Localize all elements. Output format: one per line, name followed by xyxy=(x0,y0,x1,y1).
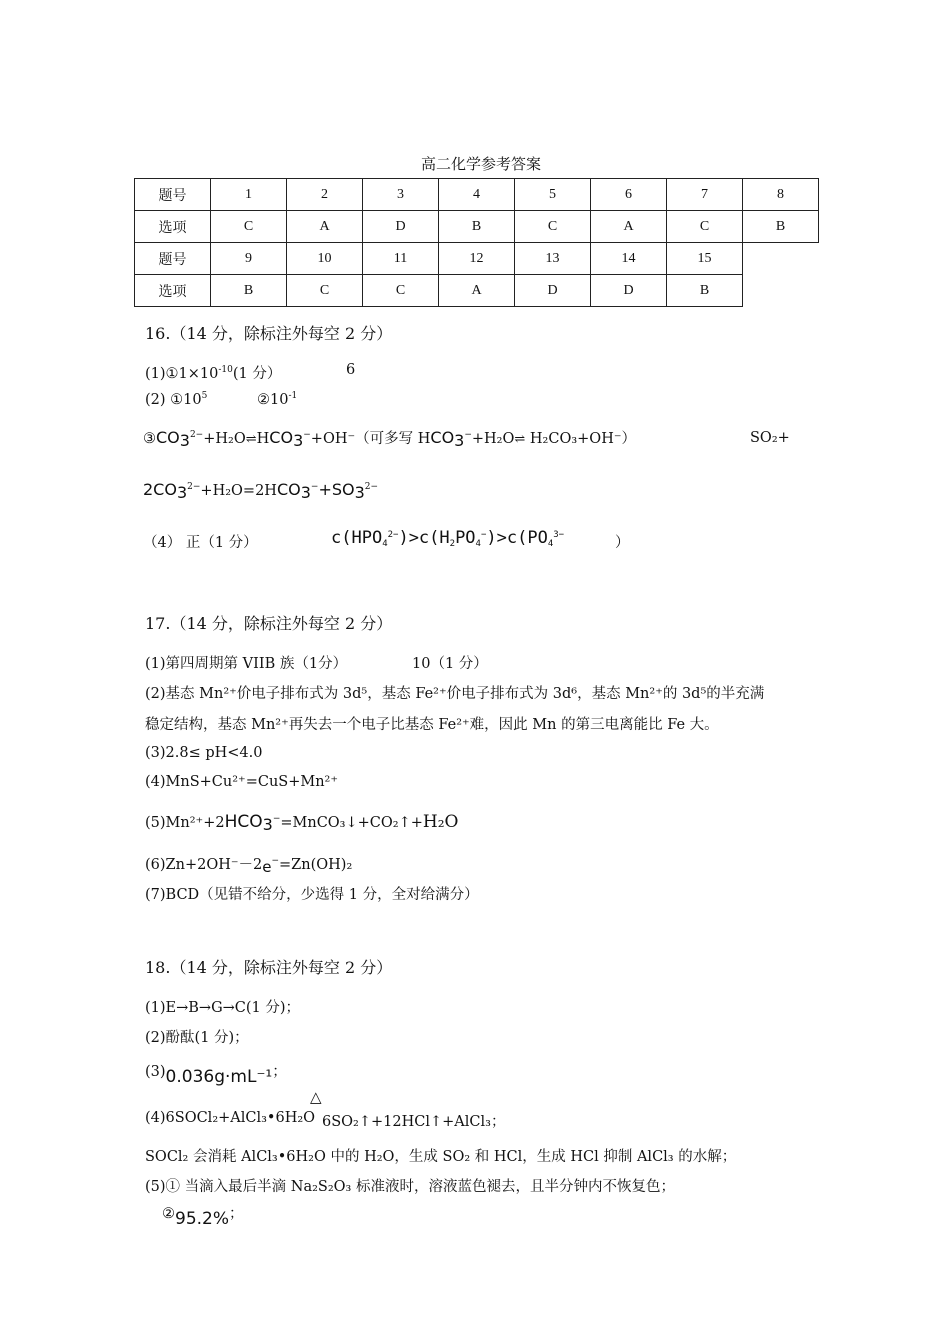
q17-l7-a: (6)Zn+2OH⁻－2 xyxy=(145,857,263,873)
table-empty-cell xyxy=(743,275,819,307)
q16-l3-f: H₂CO₃+OH⁻） xyxy=(529,431,636,447)
answer-table xyxy=(134,178,819,307)
page-title: 高二化学参考答案 xyxy=(421,155,542,173)
q16-l5-c: )>c(H xyxy=(398,528,450,548)
table-row xyxy=(135,211,819,243)
table-cell: C xyxy=(363,275,439,307)
q16-l3-a: ③ xyxy=(143,431,156,447)
q18-line-6: (5)① 当滴入最后半滴 Na₂S₂O₃ 标准液时，溶液蓝色褪去，且半分钟内不恢复色； xyxy=(145,1179,675,1195)
q18-line-1: (1)E→B→G→C(1 分)； xyxy=(145,1000,301,1016)
table-cell: C xyxy=(667,211,743,243)
q18-l3-c: ； xyxy=(272,1064,287,1080)
table-cell: C xyxy=(515,211,591,243)
table-cell: B xyxy=(667,275,743,307)
q18-l7-c: ； xyxy=(229,1206,244,1222)
table-cell: D xyxy=(363,211,439,243)
table-cell: D xyxy=(515,275,591,307)
q17-l6-d: H₂O xyxy=(422,812,459,832)
table-cell: 13 xyxy=(515,243,591,275)
q16-line-2 xyxy=(145,392,207,408)
table-cell: A xyxy=(439,275,515,307)
q16-line-2b xyxy=(257,392,297,408)
q16-l1-b: (1 分） xyxy=(232,366,282,382)
q18-l7-b: 95.2% xyxy=(175,1209,230,1229)
q16-l5-d: PO xyxy=(455,528,476,548)
q17-line-3: 稳定结构，基态 Mn²⁺再失去一个电子比基态 Fe²⁺难，因此 Mn 的第三电离能比 Fe 大。 xyxy=(145,717,719,733)
q18-line-7 xyxy=(162,1202,244,1229)
q17-line-6: $(5)Mn^{2+}+2HCO_3^-=MnCO_3↓+CO_2↑+H_2O$ xyxy=(145,812,459,834)
q17-l7-b: e xyxy=(262,858,272,876)
table-cell: B xyxy=(211,275,287,307)
q16-line-1 xyxy=(145,362,281,383)
table-cell: 12 xyxy=(439,243,515,275)
heat-triangle-icon: △ xyxy=(310,1088,322,1106)
q17-header: 17.（14 分，除标注外每空 2 分） xyxy=(145,614,393,633)
q16-l5-b: c(HPO xyxy=(331,528,383,548)
table-header-cell: 题号 xyxy=(135,179,211,211)
q16-l2-exp1: 5 xyxy=(201,391,208,401)
q17-l6-a: (5)Mn²⁺+2 xyxy=(145,815,225,831)
q16-l2-exp2: -1 xyxy=(288,391,298,401)
q16-line-5-expr: $c(HPO_4^{2-})>c(H_2PO_4^-)>c(PO_4^{3-}$ xyxy=(331,528,565,549)
q16-l4-b: +H₂O=2H xyxy=(200,483,277,499)
table-header-cell: 选项 xyxy=(135,275,211,307)
q16-l5-f: ） xyxy=(615,535,630,551)
table-cell: C xyxy=(287,275,363,307)
q17-l6-b: HCO xyxy=(224,812,263,832)
q17-line-8: (7)BCD（见错不给分，少选得 1 分，全对给满分） xyxy=(145,887,479,903)
table-row xyxy=(135,243,819,275)
q16-l4-c: CO xyxy=(276,480,301,499)
table-cell: B xyxy=(743,211,819,243)
q16-l3-d: +OH⁻（可多写 H xyxy=(310,431,431,447)
q18-line-3 xyxy=(145,1060,287,1087)
table-cell: 2 xyxy=(287,179,363,211)
q16-l1-c: 6 xyxy=(346,362,356,378)
table-cell: 8 xyxy=(743,179,819,211)
table-cell: 4 xyxy=(439,179,515,211)
q18-l4-a: (4)6SOCl₂+AlCl₃•6H₂O xyxy=(145,1110,316,1126)
q16-l2-a: (2) ①10 xyxy=(145,392,202,408)
q16-l5-e: )>c(PO xyxy=(486,528,548,548)
table-cell: B xyxy=(439,211,515,243)
q18-l3-a: (3) xyxy=(145,1064,166,1080)
table-cell: 11 xyxy=(363,243,439,275)
q18-l7-a: ② xyxy=(162,1206,175,1222)
q16-l4-d: +SO xyxy=(318,480,355,499)
table-row xyxy=(135,275,819,307)
table-header-cell: 题号 xyxy=(135,243,211,275)
q18-l3-b: 0.036g·mL⁻¹ xyxy=(165,1067,273,1087)
q18-header: 18.（14 分，除标注外每空 2 分） xyxy=(145,958,393,977)
q16-l1-a: (1)①1×10 xyxy=(145,366,219,382)
table-header-cell: 选项 xyxy=(135,211,211,243)
table-empty-cell xyxy=(743,243,819,275)
table-cell: 6 xyxy=(591,179,667,211)
q16-header: 16.（14 分，除标注外每空 2 分） xyxy=(145,324,393,343)
q16-l3-g: SO₂+ xyxy=(750,430,790,446)
q17-l1-b: 10（1 分） xyxy=(412,656,488,672)
table-cell: A xyxy=(287,211,363,243)
table-cell: D xyxy=(591,275,667,307)
q17-line-7: (6)Zn+2OH⁻－2e−=Zn(OH)₂ xyxy=(145,856,353,876)
q18-line-2: (2)酚酞(1 分)； xyxy=(145,1030,249,1046)
table-cell: 10 xyxy=(287,243,363,275)
table-cell: 1 xyxy=(211,179,287,211)
table-cell: 9 xyxy=(211,243,287,275)
table-cell: A xyxy=(591,211,667,243)
q17-line-5: (4)MnS+Cu²⁺=CuS+Mn²⁺ xyxy=(145,774,339,790)
q17-line-4: (3)2.8≤ pH<4.0 xyxy=(145,745,263,761)
q16-line-3: $③CO_3^{2-}+H_2O\rightleftharpoons HCO_3^-+OH^-$（可多写 $HCO_3^-+H_2O\rightleftharpoons$ H₂CO₃+OH⁻） xyxy=(143,428,636,450)
equilibrium-arrow-icon: ⇌ xyxy=(245,432,257,447)
q17-l6-c: =MnCO₃↓+CO₂↑+ xyxy=(280,815,423,831)
q17-l7-c: =Zn(OH)₂ xyxy=(279,857,353,873)
table-row xyxy=(135,179,819,211)
q17-l1-a: (1)第四周期第 VIIB 族（1分） xyxy=(145,656,348,672)
q16-l2-b: ②10 xyxy=(257,392,289,408)
q16-l3-c: H xyxy=(256,431,270,447)
q16-l3-e: +H₂O xyxy=(471,431,515,447)
table-cell: 3 xyxy=(363,179,439,211)
q18-line-5: SOCl₂ 会消耗 AlCl₃•6H₂O 中的 H₂O，生成 SO₂ 和 HCl，生成 HCl 抑制 AlCl₃ 的水解； xyxy=(145,1149,737,1165)
q16-l3-co3: CO xyxy=(156,428,180,447)
table-cell: 14 xyxy=(591,243,667,275)
table-cell: 7 xyxy=(667,179,743,211)
q16-l5-a: （4） 正（1 分） xyxy=(143,535,258,551)
q18-l4-b: 6SO₂↑+12HCl↑+AlCl₃； xyxy=(322,1114,506,1130)
table-cell: C xyxy=(211,211,287,243)
q16-l3-b: +H₂O xyxy=(203,431,246,447)
table-cell: 5 xyxy=(515,179,591,211)
q16-line-4: $2CO_3^{2-}+H_2O=2HCO_3^-+SO_3^{2-}$ xyxy=(143,480,379,502)
q16-l4-a: 2CO xyxy=(143,480,177,499)
equilibrium-arrow-icon: ⇌ xyxy=(514,432,526,447)
q16-l1-exp: -10 xyxy=(218,365,233,375)
q17-line-2: (2)基态 Mn²⁺价电子排布式为 3d⁵，基态 Fe²⁺价电子排布式为 3d⁶，基态 Mn²⁺的 3d⁵的半充满 xyxy=(145,686,765,702)
table-cell: 15 xyxy=(667,243,743,275)
